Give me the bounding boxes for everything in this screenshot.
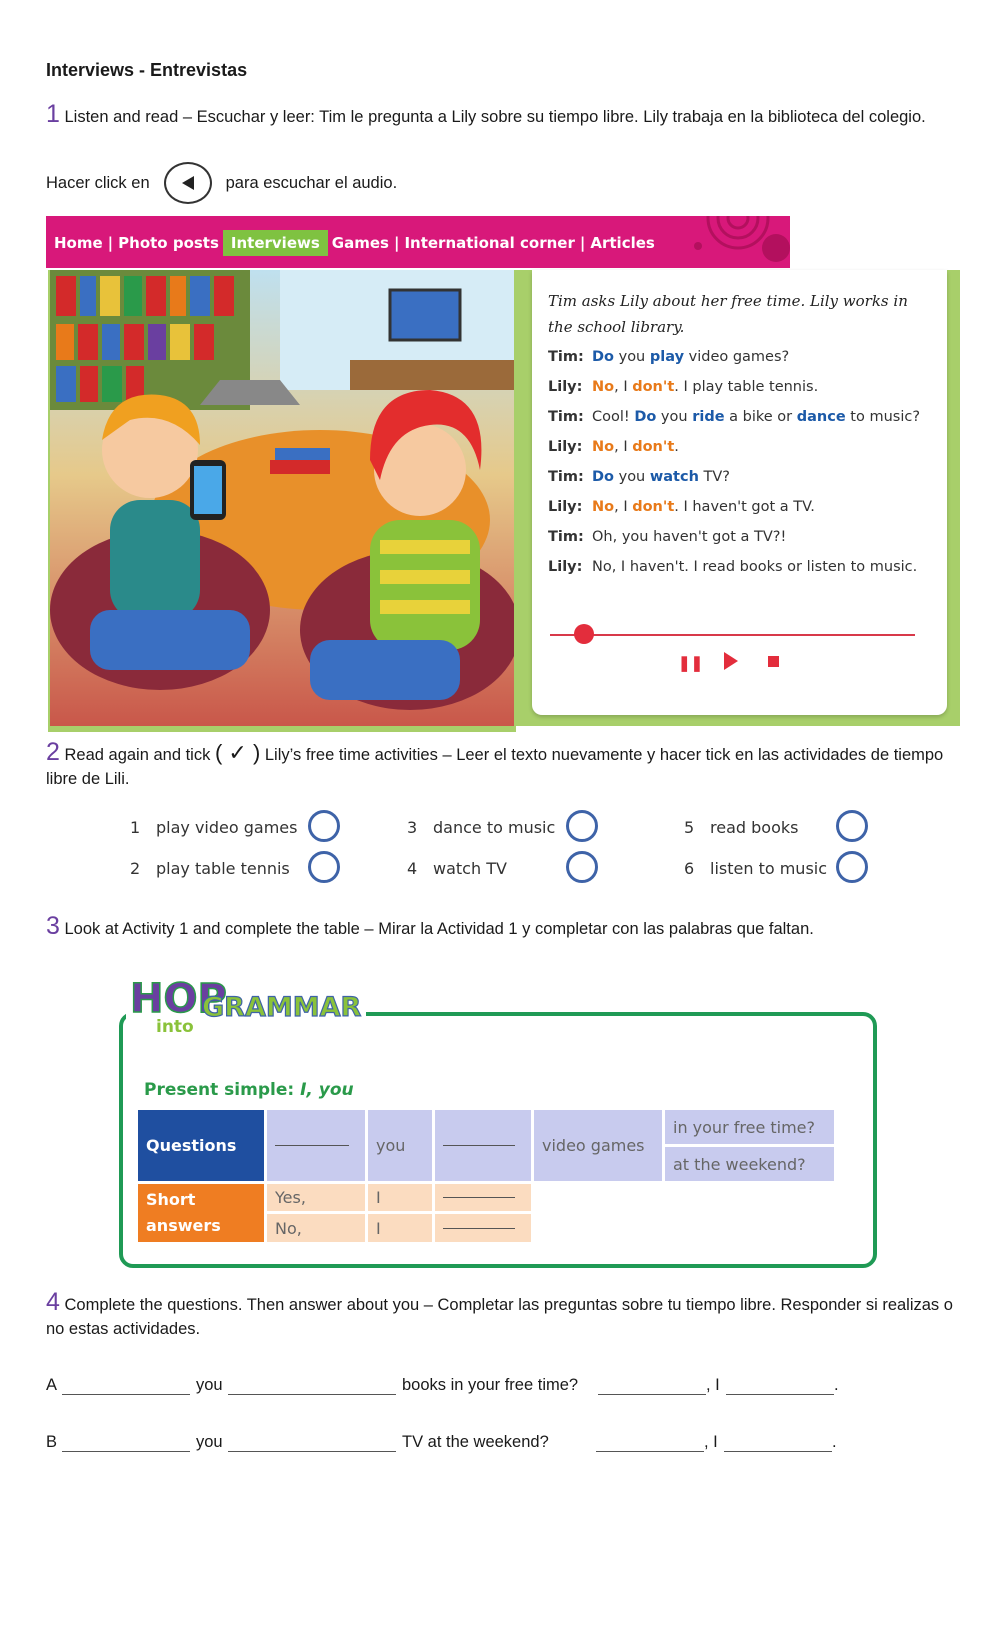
dialogue-line bbox=[548, 468, 938, 487]
nav-games[interactable]: Games bbox=[331, 234, 389, 252]
section-4-instruction bbox=[46, 1290, 966, 1341]
play-icon[interactable] bbox=[724, 652, 738, 670]
dialogue-line bbox=[548, 438, 938, 457]
grammar-weekend-cell: at the weekend? bbox=[665, 1147, 834, 1181]
website-navbar: Home | Photo posts Interviews Games | International corner | Articles bbox=[46, 216, 790, 268]
dialogue-line bbox=[548, 408, 938, 427]
question-b-rest: TV at the weekend? bbox=[402, 1433, 549, 1451]
activity-item bbox=[130, 818, 297, 837]
dialogue-word: . I haven't got a TV. bbox=[674, 499, 815, 515]
dialogue-lines bbox=[548, 348, 938, 588]
activity-item bbox=[407, 818, 555, 837]
section-3-text: Look at Activity 1 and complete the table – Mirar la Actividad 1 y completar con las palabras que faltan. bbox=[64, 920, 814, 938]
dialogue-word: , I bbox=[614, 499, 633, 515]
nav-articles[interactable]: Articles bbox=[590, 234, 655, 252]
question-a-comma-i: , I bbox=[706, 1376, 720, 1394]
section-3-instruction bbox=[46, 914, 966, 941]
hop-into-grammar-logo bbox=[126, 966, 366, 1036]
grammar-i-cell: I bbox=[368, 1184, 432, 1211]
question-a-dot: . bbox=[834, 1376, 839, 1394]
activity-label: watch TV bbox=[433, 859, 507, 878]
grammar-blank-cell bbox=[435, 1110, 531, 1181]
section-1-text: Listen and read – Escuchar y leer: Tim le pregunta a Lily sobre su tiempo libre. Lily trabaja en la biblioteca del colegio. bbox=[64, 108, 926, 126]
highlight-word: Do bbox=[592, 349, 614, 365]
questions-header: Questions bbox=[138, 1110, 264, 1181]
dialogue-word: , I bbox=[614, 439, 633, 455]
question-b-blank-1[interactable] bbox=[62, 1451, 190, 1452]
section-number: 1 bbox=[46, 100, 60, 128]
decorative-circles-icon bbox=[686, 216, 790, 268]
question-b-blank-2[interactable] bbox=[228, 1451, 396, 1452]
dialogue-line bbox=[548, 528, 938, 547]
present-simple-label: Present simple: bbox=[144, 1080, 301, 1100]
highlight-word: dance bbox=[796, 409, 846, 425]
section-number: 3 bbox=[46, 912, 60, 940]
tick-circle-4[interactable] bbox=[566, 851, 598, 883]
highlight-word: watch bbox=[649, 469, 699, 485]
grammar-blank-cell bbox=[435, 1214, 531, 1242]
dialogue-intro: Tim asks Lily about her free time. Lily works in the school library. bbox=[548, 292, 908, 336]
grammar-video-games-cell: video games bbox=[534, 1110, 662, 1181]
tick-circle-2[interactable] bbox=[308, 851, 340, 883]
dialogue-line bbox=[548, 558, 938, 577]
activity-number: 3 bbox=[407, 818, 418, 837]
highlight-word: ride bbox=[692, 409, 725, 425]
activity-label: play table tennis bbox=[156, 859, 290, 878]
highlight-word: No bbox=[592, 439, 615, 455]
highlight-word: Do bbox=[634, 409, 657, 425]
question-a-blank-1[interactable] bbox=[62, 1394, 190, 1395]
audio-play-button[interactable] bbox=[164, 162, 212, 204]
present-simple-title bbox=[144, 1080, 354, 1100]
dialogue-word: you bbox=[614, 469, 650, 485]
short-label: Short bbox=[146, 1190, 196, 1209]
section-1-instruction bbox=[46, 102, 946, 129]
question-a-rest: books in your free time? bbox=[402, 1376, 579, 1394]
question-b-dot: . bbox=[832, 1433, 837, 1451]
audio-progress-track[interactable] bbox=[550, 634, 915, 636]
tick-circle-1[interactable] bbox=[308, 810, 340, 842]
speaker-tim: Tim: bbox=[548, 349, 584, 365]
highlight-word: No bbox=[592, 379, 615, 395]
activity-item bbox=[684, 859, 827, 878]
activity-item bbox=[407, 859, 507, 878]
highlight-word: play bbox=[649, 349, 685, 365]
audio-text-before: Hacer click en bbox=[46, 173, 150, 192]
check-mark: ( ✓ ) bbox=[214, 740, 261, 765]
activity-number: 1 bbox=[130, 818, 141, 837]
dialogue-word: to music? bbox=[845, 409, 921, 425]
activity-number: 2 bbox=[130, 859, 141, 878]
highlight-word: don't bbox=[632, 379, 675, 395]
dialogue-line bbox=[548, 348, 938, 367]
speaker-tim: Tim: bbox=[548, 409, 584, 425]
pause-icon[interactable]: ❚❚ bbox=[678, 655, 704, 672]
logo-hop: HOP bbox=[130, 976, 227, 1022]
speaker-lily: Lily: bbox=[548, 499, 583, 515]
speaker-lily: Lily: bbox=[548, 379, 583, 395]
activity-label: dance to music bbox=[433, 818, 556, 837]
grammar-yes-cell: Yes, bbox=[267, 1184, 365, 1211]
stop-icon[interactable] bbox=[768, 656, 779, 667]
audio-progress-knob[interactable] bbox=[574, 624, 594, 644]
grammar-no-cell: No, bbox=[267, 1214, 365, 1242]
speaker-lily: Lily: bbox=[548, 439, 583, 455]
dialogue-text: No, I haven't. I read books or listen to music. bbox=[592, 559, 918, 575]
audio-instruction bbox=[46, 162, 397, 204]
section-number: 4 bbox=[46, 1288, 60, 1316]
dialogue-line bbox=[548, 498, 938, 517]
question-b-you: you bbox=[196, 1433, 223, 1451]
question-a-label: A bbox=[46, 1376, 58, 1394]
section-2-instruction bbox=[46, 740, 966, 791]
speaker-tim: Tim: bbox=[548, 469, 584, 485]
dialogue-word: . I play table tennis. bbox=[674, 379, 819, 395]
answers-label: answers bbox=[146, 1216, 221, 1235]
tick-circle-6[interactable] bbox=[836, 851, 868, 883]
dialogue-word: video games? bbox=[684, 349, 790, 365]
activity-label: read books bbox=[710, 818, 799, 837]
dialogue-word: a bike or bbox=[724, 409, 797, 425]
short-answers-header bbox=[138, 1184, 264, 1242]
question-b-answer-2[interactable] bbox=[724, 1451, 832, 1452]
library-illustration bbox=[48, 270, 516, 732]
activity-number: 4 bbox=[407, 859, 418, 878]
dialogue-word: you bbox=[656, 409, 693, 425]
tick-circle-5[interactable] bbox=[836, 810, 868, 842]
activity-item bbox=[130, 859, 290, 878]
dialogue-text: Oh, you haven't got a TV?! bbox=[592, 529, 787, 545]
present-simple-pronouns: I, you bbox=[300, 1080, 354, 1100]
dialogue-line bbox=[548, 378, 938, 397]
dialogue-panel bbox=[514, 270, 960, 726]
highlight-word: don't bbox=[632, 499, 675, 515]
section-2-pre: Read again and tick bbox=[64, 746, 211, 764]
question-a-you: you bbox=[196, 1376, 223, 1394]
tick-circle-3[interactable] bbox=[566, 810, 598, 842]
nav-home[interactable]: Home bbox=[54, 234, 103, 252]
dialogue-word: TV? bbox=[698, 469, 730, 485]
activity-number: 6 bbox=[684, 859, 695, 878]
grammar-i-cell: I bbox=[368, 1214, 432, 1242]
grammar-blank-cell bbox=[267, 1110, 365, 1181]
activity-label: listen to music bbox=[710, 859, 828, 878]
section-4-text: Complete the questions. Then answer about you – Completar las preguntas sobre tu tiempo libre. Responder si realizas o no estas actividades. bbox=[46, 1296, 953, 1338]
highlight-word: Do bbox=[592, 469, 614, 485]
speaker-lily: Lily: bbox=[548, 559, 583, 575]
logo-into: into bbox=[156, 1017, 194, 1036]
question-b-label: B bbox=[46, 1433, 58, 1451]
dialogue-word: you bbox=[614, 349, 650, 365]
activity-label: play video games bbox=[156, 818, 298, 837]
logo-grammar: GRAMMAR bbox=[202, 992, 362, 1023]
highlight-word: No bbox=[592, 499, 615, 515]
grammar-you-cell: you bbox=[368, 1110, 432, 1181]
highlight-word: don't bbox=[632, 439, 675, 455]
activity-number: 5 bbox=[684, 818, 695, 837]
speaker-tim: Tim: bbox=[548, 529, 584, 545]
page-title: Interviews - Entrevistas bbox=[46, 60, 248, 80]
section-2-post: Lily’s free time activities – Leer el texto nuevamente y hacer tick en las actividades de tiempo libre de Lili. bbox=[46, 746, 944, 788]
audio-text-after: para escuchar el audio. bbox=[225, 173, 398, 192]
activity-item bbox=[684, 818, 798, 837]
question-a-blank-2[interactable] bbox=[228, 1394, 396, 1395]
question-a-answer-2[interactable] bbox=[726, 1394, 834, 1395]
section-number: 2 bbox=[46, 738, 60, 766]
play-back-icon bbox=[178, 173, 198, 193]
grammar-free-time-cell: in your free time? bbox=[665, 1110, 834, 1144]
question-b-answer-1[interactable] bbox=[596, 1451, 704, 1452]
nav-interviews[interactable]: Interviews bbox=[223, 230, 328, 256]
dialogue-word: . bbox=[674, 439, 679, 455]
question-b-comma-i: , I bbox=[704, 1433, 718, 1451]
question-a-answer-1[interactable] bbox=[598, 1394, 706, 1395]
children-in-library-image bbox=[50, 270, 516, 726]
nav-photo-posts[interactable]: Photo posts bbox=[118, 234, 219, 252]
grammar-blank-cell bbox=[435, 1184, 531, 1211]
dialogue-word: , I bbox=[614, 379, 633, 395]
dialogue-word: Cool! bbox=[592, 409, 635, 425]
nav-international-corner[interactable]: International corner bbox=[404, 234, 575, 252]
